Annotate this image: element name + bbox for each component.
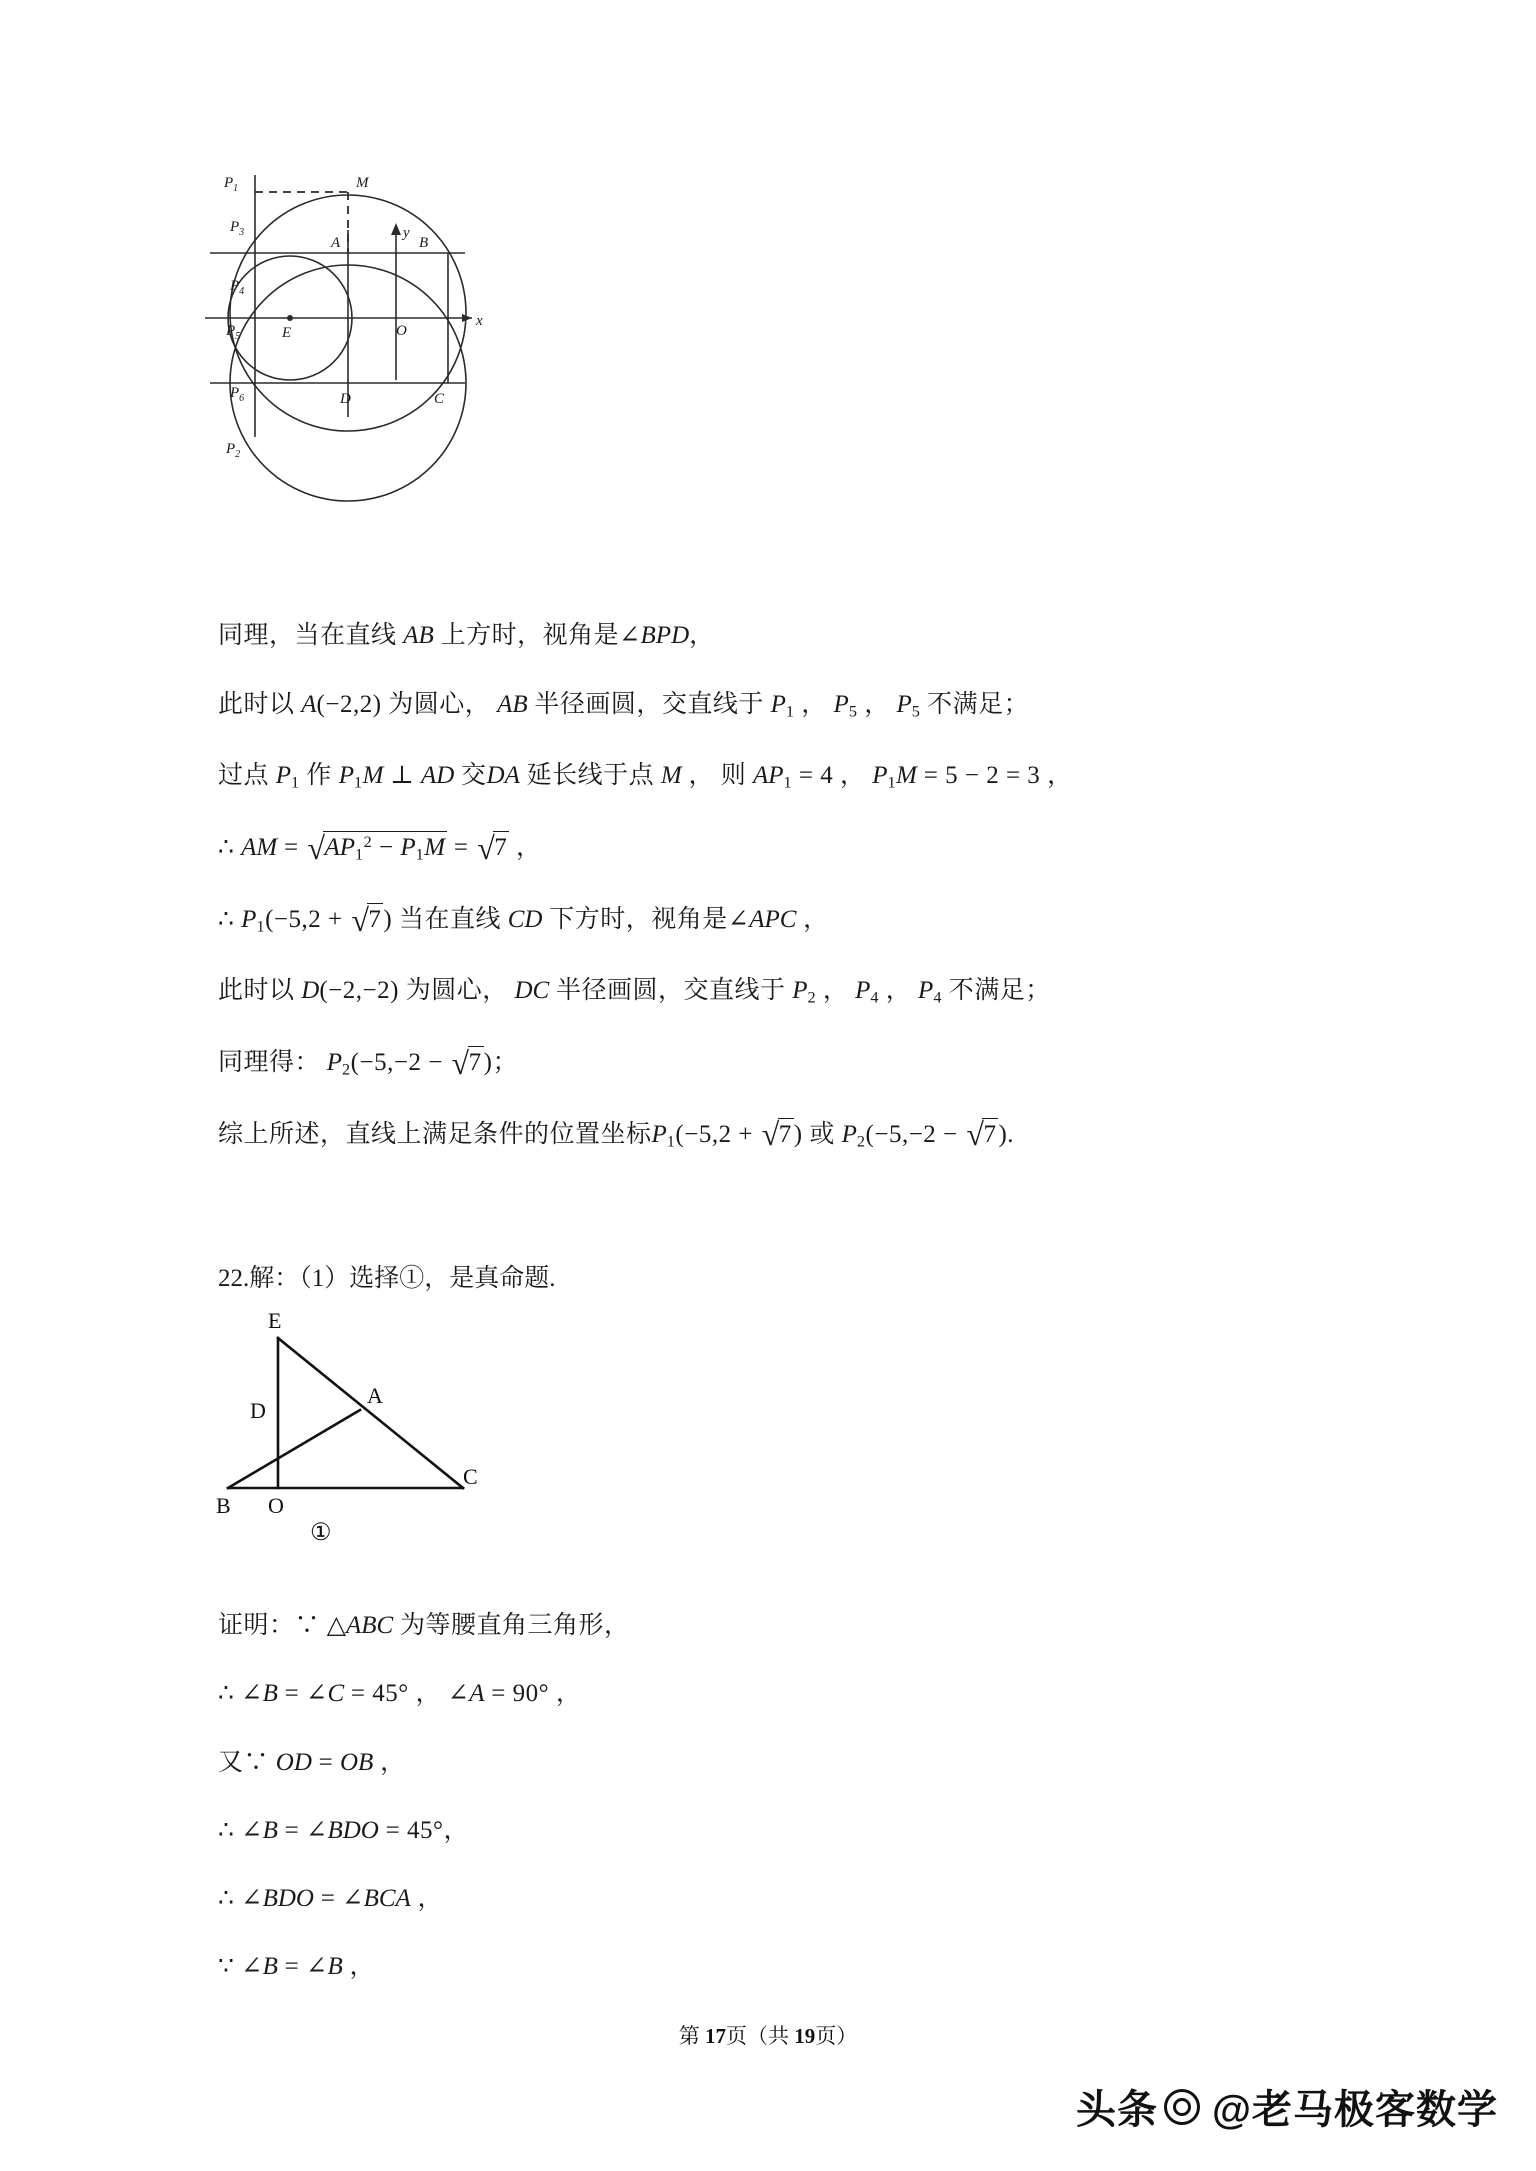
text-fragment-1: ∠ — [241, 1953, 263, 1981]
text-fragment-2: BDO — [262, 1885, 314, 1912]
label-O: O — [268, 1493, 284, 1518]
text-fragment-10: 4 — [870, 988, 880, 1007]
solution-line-1 — [218, 620, 1338, 651]
text-fragment-13: 5 — [911, 702, 921, 721]
radical-sign-2: √ — [477, 829, 496, 866]
radicand-7-d: 7 — [982, 1118, 998, 1150]
text-fragment-14: 不满足； — [941, 976, 1051, 1004]
text-fragment-1: ∠ — [241, 1816, 263, 1844]
proof-line-3 — [218, 1747, 1338, 1778]
conclusion-p2-sub: 2 — [856, 1132, 866, 1151]
radicand-AP-sub: 1 — [354, 845, 364, 864]
label-P4: $P_4$ — [230, 278, 245, 297]
p1-cn-1: 当在直线 — [392, 905, 508, 933]
conclusion-p1-sub: 1 — [666, 1132, 676, 1151]
text-fragment-1: AB — [403, 622, 434, 649]
text-fragment-3: 作 — [299, 762, 339, 790]
text-fragment-21: = 5 − 2 = 3 — [917, 762, 1041, 790]
text-fragment-10: = 90° — [484, 1680, 550, 1708]
p1-coord-close: ) — [383, 905, 393, 933]
text-fragment-7: 2 — [807, 988, 817, 1007]
text-fragment-1: P — [275, 762, 292, 790]
text-fragment-1: ∵ — [243, 1748, 276, 1776]
sqrt-7-d — [964, 1118, 998, 1151]
label-M: M — [356, 175, 369, 191]
text-fragment-11: 延长线于点 — [519, 762, 661, 790]
text-fragment-4: AB — [497, 691, 528, 719]
text-fragment-7: ⊥ — [383, 762, 421, 790]
radicand-7-c: 7 — [778, 1118, 794, 1150]
footer-mid: 页（共 — [726, 2024, 795, 2048]
p2-coord-close: ) — [483, 1048, 493, 1076]
solution-p2-line — [218, 1046, 1338, 1080]
solution-p1-line — [218, 903, 1338, 937]
text-fragment-4: DC — [514, 976, 550, 1004]
label-x-axis: x — [476, 313, 483, 329]
text-fragment-7: ， — [408, 1680, 448, 1708]
text-fragment-5: ， — [689, 622, 715, 649]
text-fragment-8: ∠ — [447, 1680, 470, 1708]
text-fragment-4: P — [338, 762, 354, 790]
text-fragment-0: 过点 — [218, 762, 276, 790]
text-fragment-2: (−2,−2) — [319, 976, 399, 1004]
text-fragment-13: ， 则 — [681, 762, 753, 790]
radicand-7: 7 — [493, 831, 509, 863]
text-fragment-3: = — [277, 1816, 306, 1844]
radicand-P: P — [400, 834, 416, 862]
p1-coord-open: (−5,2 + — [265, 905, 350, 933]
text-fragment-0: 同理，当在直线 — [218, 622, 404, 649]
segment-BA — [228, 1410, 360, 1488]
text-fragment-1: D — [301, 976, 320, 1004]
watermark-brand: 头条 — [1075, 2088, 1158, 2132]
text-fragment-3: ∠ — [619, 622, 641, 649]
point-E-dot — [287, 315, 293, 321]
text-fragment-11: ， — [857, 691, 897, 719]
conclusion-p1: P — [651, 1120, 667, 1148]
label-figure-caption: ① — [310, 1520, 332, 1546]
footer-prefix: 第 — [678, 2024, 705, 2048]
p2-prefix: 同理得： — [218, 1048, 327, 1076]
text-fragment-4: BPD — [640, 622, 690, 649]
watermark-circle-icon — [1164, 2089, 1200, 2125]
radicand-M: M — [424, 834, 446, 862]
text-fragment-5: BDO — [327, 1816, 379, 1844]
text-fragment-2: 1 — [291, 773, 300, 792]
text-fragment-2: B — [262, 1680, 278, 1708]
radical-sign-6: √ — [966, 1116, 985, 1153]
radicand-AP-sup: 2 — [363, 832, 373, 851]
text-fragment-6: M — [362, 762, 384, 790]
text-fragment-0: ∴ — [218, 1816, 242, 1844]
radicand-7-b: 7 — [468, 1046, 484, 1078]
text-fragment-11: ， — [549, 1680, 582, 1708]
sqrt-result — [475, 831, 509, 864]
text-fragment-0: 此时以 — [218, 691, 302, 719]
text-fragment-5: C — [327, 1680, 345, 1708]
radicand-minus: − — [372, 834, 401, 862]
figure-coordinate-circle-diagram — [200, 165, 620, 590]
label-E: E — [282, 325, 292, 341]
conclusion-p1-close: ) — [793, 1120, 803, 1148]
label-P2: $P_2$ — [226, 441, 241, 460]
text-fragment-6: P — [792, 976, 808, 1004]
therefore-symbol: ∴ — [218, 834, 242, 862]
footer-suffix: 页） — [815, 2024, 858, 2048]
text-fragment-6: P — [770, 691, 786, 719]
radicand — [323, 831, 447, 865]
sqrt-7-b — [450, 1046, 484, 1079]
watermark — [1076, 2078, 1498, 2135]
conclusion-prefix: 综上所述，直线上满足条件的位置坐标 — [218, 1120, 652, 1148]
text-fragment-12: P — [918, 976, 934, 1004]
text-fragment-8: ， — [794, 691, 834, 719]
text-fragment-12: M — [660, 762, 682, 790]
text-fragment-20: M — [896, 762, 917, 790]
figure-triangle-diagram — [210, 1300, 530, 1560]
angle-symbol: ∠ — [727, 905, 750, 933]
text-fragment-6: = 45° — [344, 1680, 409, 1708]
p2-line-tail: ； — [492, 1048, 518, 1076]
label-P3: $P_3$ — [230, 219, 245, 238]
radical-sign-3: √ — [351, 901, 370, 938]
text-fragment-7: ， — [443, 1816, 469, 1844]
apc-term: APC — [749, 905, 797, 933]
text-fragment-6: ， — [342, 1953, 375, 1981]
text-fragment-17: ， — [833, 762, 873, 790]
proof-line-6 — [218, 1951, 1338, 1982]
text-fragment-14: AP — [752, 762, 784, 790]
segment-EC — [278, 1338, 463, 1488]
text-fragment-4: ∠ — [306, 1816, 328, 1844]
text-fragment-2: △ABC — [326, 1612, 394, 1639]
conclusion-or: 或 — [802, 1120, 842, 1148]
label-A: A — [331, 235, 341, 251]
p2-coord-open: (−5,−2 − — [350, 1048, 450, 1076]
x-axis-arrow — [462, 314, 472, 322]
text-fragment-2: B — [262, 1953, 278, 1981]
radicand-P-sub: 1 — [415, 845, 425, 864]
text-fragment-19: 1 — [887, 773, 897, 792]
text-fragment-9: P — [855, 976, 871, 1004]
text-fragment-3: 为圆心， — [398, 976, 515, 1004]
text-fragment-22: ， — [1040, 762, 1073, 790]
text-fragment-18: P — [872, 762, 888, 790]
text-fragment-13: 4 — [933, 988, 942, 1007]
text-fragment-1: A — [301, 691, 317, 719]
label-D: D — [250, 1398, 266, 1423]
text-fragment-2: (−2,2) — [316, 691, 382, 719]
question-22-heading: 22.解：（1）选择①，是真命题. — [218, 1265, 556, 1292]
text-fragment-12: P — [896, 691, 912, 719]
text-fragment-3: = — [277, 1680, 306, 1708]
text-fragment-5: B — [327, 1953, 343, 1981]
footer-total-pages: 19 — [794, 2024, 816, 2048]
equals-1: = — [277, 834, 306, 862]
text-fragment-3: 为圆心， — [381, 691, 498, 719]
watermark-handle: @老马极客数学 — [1211, 2088, 1498, 2132]
toutiao-logo-icon — [1076, 2078, 1202, 2135]
sqrt-expression — [305, 831, 447, 865]
solution-conclusion-line — [218, 1118, 1338, 1152]
label-P1: $P_1$ — [224, 175, 239, 194]
radical-sign: √ — [307, 829, 326, 866]
equals-2: = — [447, 834, 476, 862]
solution-line-2 — [218, 689, 1338, 722]
solution-text-block — [218, 620, 1338, 1189]
text-fragment-0: ∵ — [218, 1953, 242, 1981]
text-fragment-2: 上方时，视角是 — [433, 622, 620, 649]
cd-term: CD — [507, 905, 543, 933]
radicand-7-a: 7 — [367, 903, 383, 935]
label-B: B — [419, 235, 429, 251]
text-fragment-6: = 45° — [378, 1816, 444, 1844]
solution-line-3 — [218, 760, 1338, 793]
text-fragment-0: 又 — [218, 1748, 244, 1776]
proof-line-1 — [218, 1610, 1338, 1641]
p1-letter: P — [241, 905, 257, 933]
text-fragment-3: = — [311, 1748, 340, 1776]
proof-line-5 — [218, 1883, 1338, 1914]
text-fragment-0: ∴ — [218, 1885, 242, 1912]
radicand-AP: AP — [324, 834, 355, 862]
conclusion-p2: P — [841, 1120, 857, 1148]
text-fragment-1: ∵ — [294, 1612, 327, 1639]
text-fragment-8: AD — [420, 762, 455, 790]
text-fragment-0: 此时以 — [218, 976, 302, 1004]
radical-sign-5: √ — [761, 1116, 780, 1153]
text-fragment-0: ∴ — [218, 1680, 242, 1708]
text-fragment-14: 不满足； — [920, 691, 1030, 719]
label-P5: $P_5$ — [226, 323, 241, 342]
p2-subscript: 2 — [342, 1060, 351, 1079]
text-fragment-16: = 4 — [792, 762, 834, 790]
p1-cn-2: 下方时，视角是 — [542, 905, 728, 933]
text-fragment-15: 1 — [783, 773, 793, 792]
text-fragment-5: 半径画圆，交直线于 — [549, 976, 793, 1004]
am-line-tail: ， — [509, 834, 542, 862]
text-fragment-8: ， — [816, 976, 856, 1004]
text-fragment-4: ∠ — [342, 1885, 364, 1912]
text-fragment-4: ∠ — [306, 1953, 328, 1981]
label-D: D — [340, 391, 351, 407]
radical-sign-4: √ — [451, 1044, 470, 1081]
conclusion-tail: . — [1007, 1120, 1015, 1148]
text-fragment-7: 1 — [785, 702, 795, 721]
solution-am-line — [218, 831, 1338, 865]
sqrt-7-a — [349, 903, 383, 936]
text-fragment-4: OB — [340, 1748, 374, 1776]
text-fragment-3: = — [314, 1885, 343, 1912]
text-fragment-1: ∠ — [241, 1885, 263, 1912]
p2-letter: P — [326, 1048, 343, 1076]
text-fragment-9: 交 — [454, 762, 487, 790]
solution-line-d — [218, 975, 1338, 1008]
proof-line-4 — [218, 1815, 1338, 1846]
text-fragment-6: ， — [410, 1885, 444, 1912]
text-fragment-3: 为等腰直角三角形， — [393, 1612, 630, 1639]
am-term: AM — [241, 834, 278, 862]
p1-line-tail: ， — [796, 905, 829, 933]
proof-text-block — [218, 1610, 1338, 2020]
label-C: C — [463, 1464, 478, 1489]
label-O: O — [396, 323, 407, 339]
label-A: A — [367, 1383, 383, 1408]
p1-subscript: 1 — [256, 917, 266, 936]
text-fragment-10: DA — [486, 762, 520, 790]
figure1-svg — [200, 165, 620, 595]
conclusion-p2-close: ) — [998, 1120, 1008, 1148]
text-fragment-4: ∠ — [306, 1680, 328, 1708]
label-E: E — [268, 1308, 282, 1333]
text-fragment-3: = — [277, 1953, 306, 1981]
proof-line-2 — [218, 1678, 1338, 1709]
text-fragment-11: ， — [879, 976, 919, 1004]
text-fragment-1: ∠ — [241, 1680, 263, 1708]
conclusion-p2-open: (−5,−2 − — [865, 1120, 965, 1148]
text-fragment-5: 半径画圆，交直线于 — [527, 691, 771, 719]
text-fragment-2: OD — [275, 1748, 312, 1776]
sqrt-7-c — [760, 1118, 794, 1151]
label-P6: $P_6$ — [230, 385, 245, 404]
conclusion-p1-open: (−5,2 + — [675, 1120, 760, 1148]
page-footer — [0, 2020, 1536, 2050]
therefore-symbol-2: ∴ — [218, 905, 242, 933]
label-B: B — [216, 1493, 231, 1518]
text-fragment-5: 1 — [353, 773, 363, 792]
text-fragment-9: P — [833, 691, 849, 719]
text-fragment-2: B — [262, 1816, 278, 1844]
text-fragment-10: 5 — [848, 702, 858, 721]
text-fragment-5: BCA — [363, 1885, 411, 1912]
figure2-svg — [210, 1300, 530, 1560]
text-fragment-0: 证明： — [218, 1612, 295, 1639]
text-fragment-9: A — [469, 1680, 485, 1708]
footer-page-number: 17 — [705, 2024, 726, 2048]
text-fragment-5: ， — [373, 1748, 406, 1776]
label-y-axis: y — [403, 225, 410, 241]
y-axis-arrow — [391, 223, 401, 235]
label-C: C — [434, 391, 445, 407]
